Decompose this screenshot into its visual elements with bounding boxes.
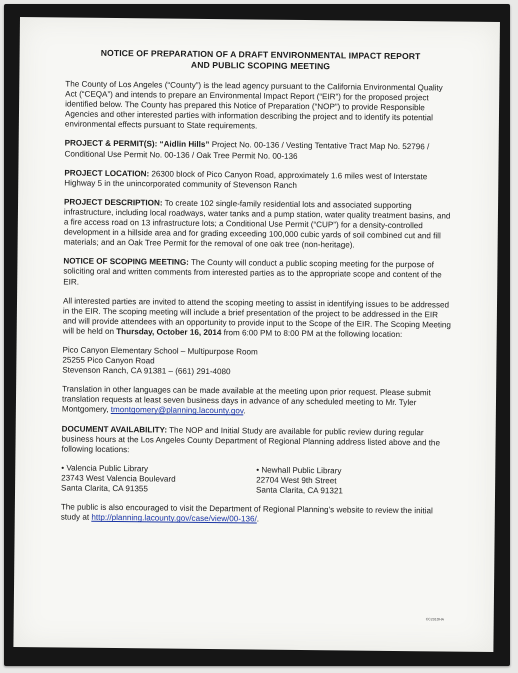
website-paragraph xyxy=(61,503,451,527)
scoping-meeting-heading: NOTICE OF SCOPING MEETING: xyxy=(63,256,189,268)
project-location-heading: PROJECT LOCATION: xyxy=(64,168,150,179)
venue-line-1: Pico Canyon Elementary School – Multipurpose Room xyxy=(62,345,258,357)
title-line-1: NOTICE OF PREPARATION OF A DRAFT ENVIRONMENTAL IMPACT REPORT xyxy=(100,47,421,62)
project-permits-heading: PROJECT & PERMIT(S): xyxy=(64,138,158,149)
project-permits-paragraph xyxy=(65,139,455,163)
project-description-heading: PROJECT DESCRIPTION: xyxy=(64,197,163,208)
case-website-link[interactable]: http://planning.lacounty.gov/case/view/00-136/ xyxy=(91,512,257,524)
scoping-meeting-paragraph xyxy=(63,257,453,291)
availability-paragraph xyxy=(61,424,451,458)
invitation-text-after: from 6:00 PM to 8:00 PM at the following location: xyxy=(221,328,403,339)
project-description-text: To create 102 single-family residential lots and associated supporting infrastructure, including local roadways, water tanks and a pump station, water quality treatment basins, and a fire access road on 13 infrastructure lots; a Conditional Use Permit (“CUP”) for a density-controlled development in a hillside area and for grading exceeding 100,000 cubic yards of soil combined cut and fill materials; and an Oak Tree Permit for the removal of one oak tree (non-heritage). xyxy=(63,198,451,250)
venue-line-2: 25255 Pico Canyon Road xyxy=(62,355,155,366)
availability-heading: DOCUMENT AVAILABILITY: xyxy=(61,423,168,435)
meeting-date: Thursday, October 16, 2014 xyxy=(116,326,222,338)
document-stamp: CC201DHA xyxy=(425,617,445,622)
library-name: • Valencia Public Library xyxy=(61,463,149,474)
translation-end: . xyxy=(243,406,246,416)
venue-address xyxy=(62,345,452,379)
library-street: 23743 West Valencia Boulevard xyxy=(61,473,176,484)
library-city: Santa Clarita, CA 91355 xyxy=(61,483,148,494)
intro-paragraph: The County of Los Angeles (“County”) is the lead agency pursuant to the California Environmental Quality Act (“CEQA”) and intends to prepare an Environmental Impact Report (“EIR”) for the proposed project identified below. The County has prepared this Notice of Preparation (“NOP”) to provide Responsible Agencies and other interested parties with information describing the project and to identify its potential environmental effects pursuant to State requirements. xyxy=(64,79,443,131)
website-text: The public is also encouraged to visit the Department of Regional Planning’s website to review the initial study at xyxy=(60,502,433,522)
notice-title xyxy=(65,47,455,72)
library-street: 22704 West 9th Street xyxy=(256,475,337,486)
project-permits-text: Project No. 00-136 / Vesting Tentative Tract Map No. 52796 / Conditional Use Permit No. 00-136 / Oak Tree Permit No. 00-136 xyxy=(64,140,430,161)
notice-paper xyxy=(13,17,500,652)
website-end: . xyxy=(256,514,260,524)
library-locations xyxy=(61,463,451,497)
notice-content xyxy=(61,47,456,535)
contact-email-link[interactable]: tmontgomery@planning.lacounty.gov xyxy=(110,405,244,416)
project-name: “Aidlin Hills” xyxy=(159,139,210,150)
venue-line-3: Stevenson Ranch, CA 91381 – (661) 291-4080 xyxy=(62,365,231,377)
library-newhall xyxy=(256,465,451,497)
project-description-paragraph xyxy=(64,197,455,252)
title-line-2: AND PUBLIC SCOPING MEETING xyxy=(190,59,331,71)
invitation-text: All interested parties are invited to attend the scoping meeting to assist in identifying issues to be addressed in the EIR. The scoping meeting will include a brief presentation of the project to be addressed in the EIR and will provide attendees with an opportunity to provide input to the Scope of the EIR. The Scoping Meeting will be held on xyxy=(62,296,452,336)
library-name: • Newhall Public Library xyxy=(256,465,342,476)
invitation-paragraph xyxy=(63,296,453,340)
translation-paragraph xyxy=(62,385,452,419)
project-location-paragraph xyxy=(64,168,454,192)
scoping-meeting-text: The County will conduct a public scoping meeting for the purpose of soliciting oral and written comments from interested parties as to the appropriate scope and content of the EIR. xyxy=(63,258,442,287)
library-valencia xyxy=(61,463,256,495)
project-location-text: 26300 block of Pico Canyon Road, approximately 1.6 miles west of Interstate Highway 5 in the unincorporated community of Stevenson Ranch xyxy=(64,169,428,190)
translation-text: Translation in other languages can be made available at the meeting upon prior request. Please submit translation requests at least seven business days in advance of any scheduled meeting to Mr. Tyler Montgomery, xyxy=(61,384,431,415)
library-city: Santa Clarita, CA 91321 xyxy=(256,485,343,496)
availability-text: The NOP and Initial Study are available for public review during regular business hours at the Los Angeles County Department of Regional Planning address listed above and the following locations: xyxy=(61,425,441,454)
